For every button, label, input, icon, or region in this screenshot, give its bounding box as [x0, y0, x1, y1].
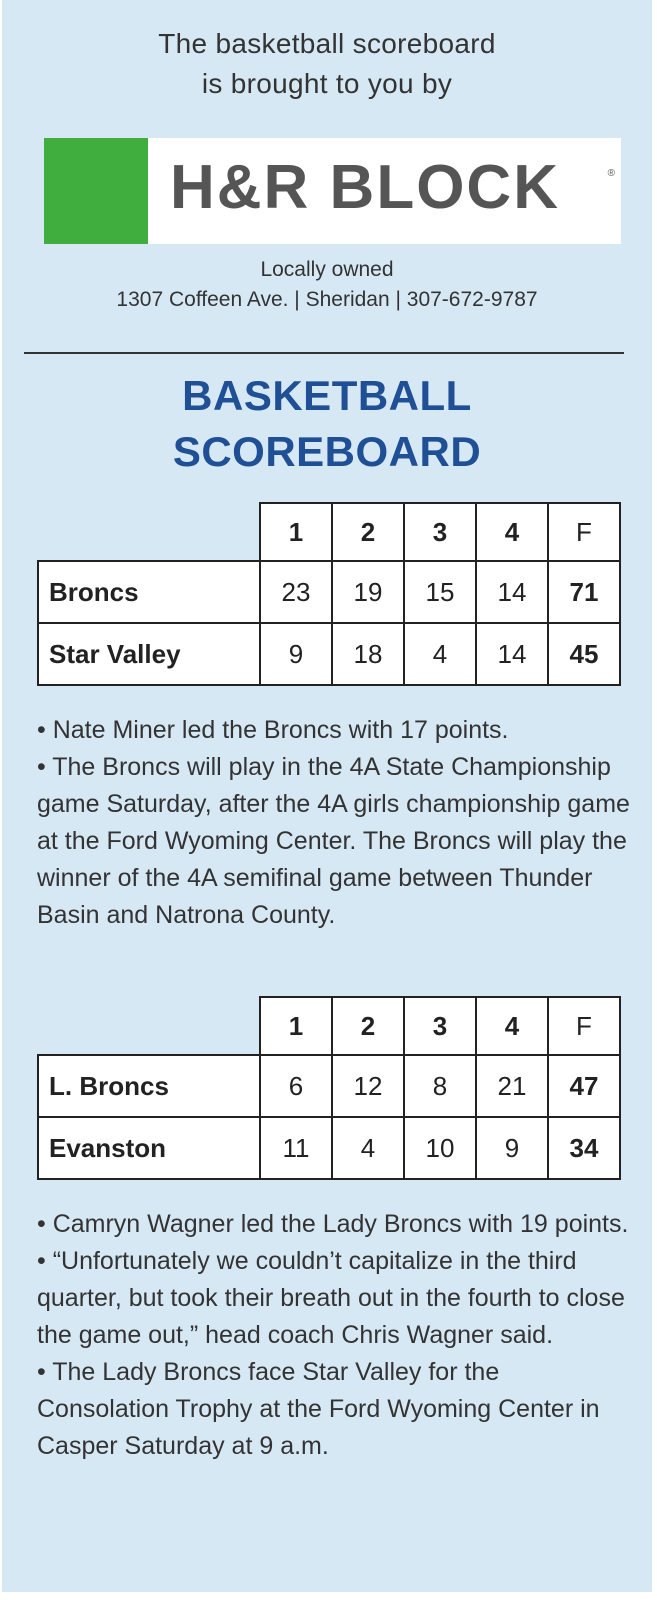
quarter-header: 4 [476, 997, 548, 1055]
quarter-header: 3 [404, 997, 476, 1055]
quarter-score: 8 [404, 1055, 476, 1117]
box-score-table-1 [37, 502, 621, 686]
quarter-header: 2 [332, 503, 404, 561]
logo-green-square [44, 138, 148, 244]
quarter-header: 4 [476, 503, 548, 561]
heading-line-1: BASKETBALL [182, 372, 472, 419]
quarter-score: 6 [260, 1055, 332, 1117]
logo-wordmark: H&R BLOCK [170, 153, 560, 222]
team-name: Broncs [38, 561, 260, 623]
quarter-score: 12 [332, 1055, 404, 1117]
final-header: F [548, 997, 620, 1055]
final-score: 34 [548, 1117, 620, 1179]
quarter-score: 10 [404, 1117, 476, 1179]
team-row [38, 561, 620, 623]
final-score: 45 [548, 623, 620, 685]
quarter-score: 4 [332, 1117, 404, 1179]
note-item: • Nate Miner led the Broncs with 17 points. [37, 716, 509, 744]
divider [24, 352, 624, 354]
final-score: 71 [548, 561, 620, 623]
registered-mark: ® [607, 168, 615, 179]
note-item: • Camryn Wagner led the Lady Broncs with 19 points. [37, 1210, 629, 1238]
heading-line-2: SCOREBOARD [172, 428, 482, 475]
game-notes-2 [37, 1206, 637, 1465]
sponsor-line-1: The basketball scoreboard [158, 28, 496, 59]
team-name: L. Broncs [38, 1055, 260, 1117]
team-row [38, 1055, 620, 1117]
quarter-score: 11 [260, 1117, 332, 1179]
quarter-header: 2 [332, 997, 404, 1055]
box-score-table-2 [37, 996, 621, 1180]
quarter-header-row [38, 503, 620, 561]
quarter-score: 9 [260, 623, 332, 685]
quarter-score: 15 [404, 561, 476, 623]
quarter-score: 23 [260, 561, 332, 623]
team-row [38, 1117, 620, 1179]
final-score: 47 [548, 1055, 620, 1117]
quarter-score: 19 [332, 561, 404, 623]
note-item: • “Unfortunately we couldn’t capitalize in the third quarter, but took their breath out in the fourth to close the game out,” head coach Chris Wagner said. [37, 1247, 625, 1349]
quarter-score: 9 [476, 1117, 548, 1179]
quarter-header-row [38, 997, 620, 1055]
team-name: Star Valley [38, 623, 260, 685]
final-header: F [548, 503, 620, 561]
quarter-score: 14 [476, 623, 548, 685]
team-name: Evanston [38, 1117, 260, 1179]
sponsor-line-2: is brought to you by [201, 68, 453, 99]
quarter-header: 1 [260, 503, 332, 561]
quarter-score: 21 [476, 1055, 548, 1117]
scoreboard-panel [2, 0, 652, 1592]
game-notes-1 [37, 712, 637, 934]
quarter-score: 14 [476, 561, 548, 623]
note-item: • The Lady Broncs face Star Valley for the Consolation Trophy at the Ford Wyoming Center in Casper Saturday at 9 a.m. [37, 1358, 600, 1460]
quarter-header: 1 [260, 997, 332, 1055]
team-row [38, 623, 620, 685]
sponsor-address: 1307 Coffeen Ave. | Sheridan | 307-672-9787 [116, 288, 538, 311]
note-item: • The Broncs will play in the 4A State Championship game Saturday, after the 4A girls championship game at the Ford Wyoming Center. The Broncs will play the winner of the 4A semifinal game between Thunder Basin and Natrona County. [37, 753, 630, 929]
sponsor-tagline: Locally owned [260, 258, 394, 281]
hr-block-logo [44, 138, 621, 244]
quarter-score: 18 [332, 623, 404, 685]
quarter-score: 4 [404, 623, 476, 685]
quarter-header: 3 [404, 503, 476, 561]
